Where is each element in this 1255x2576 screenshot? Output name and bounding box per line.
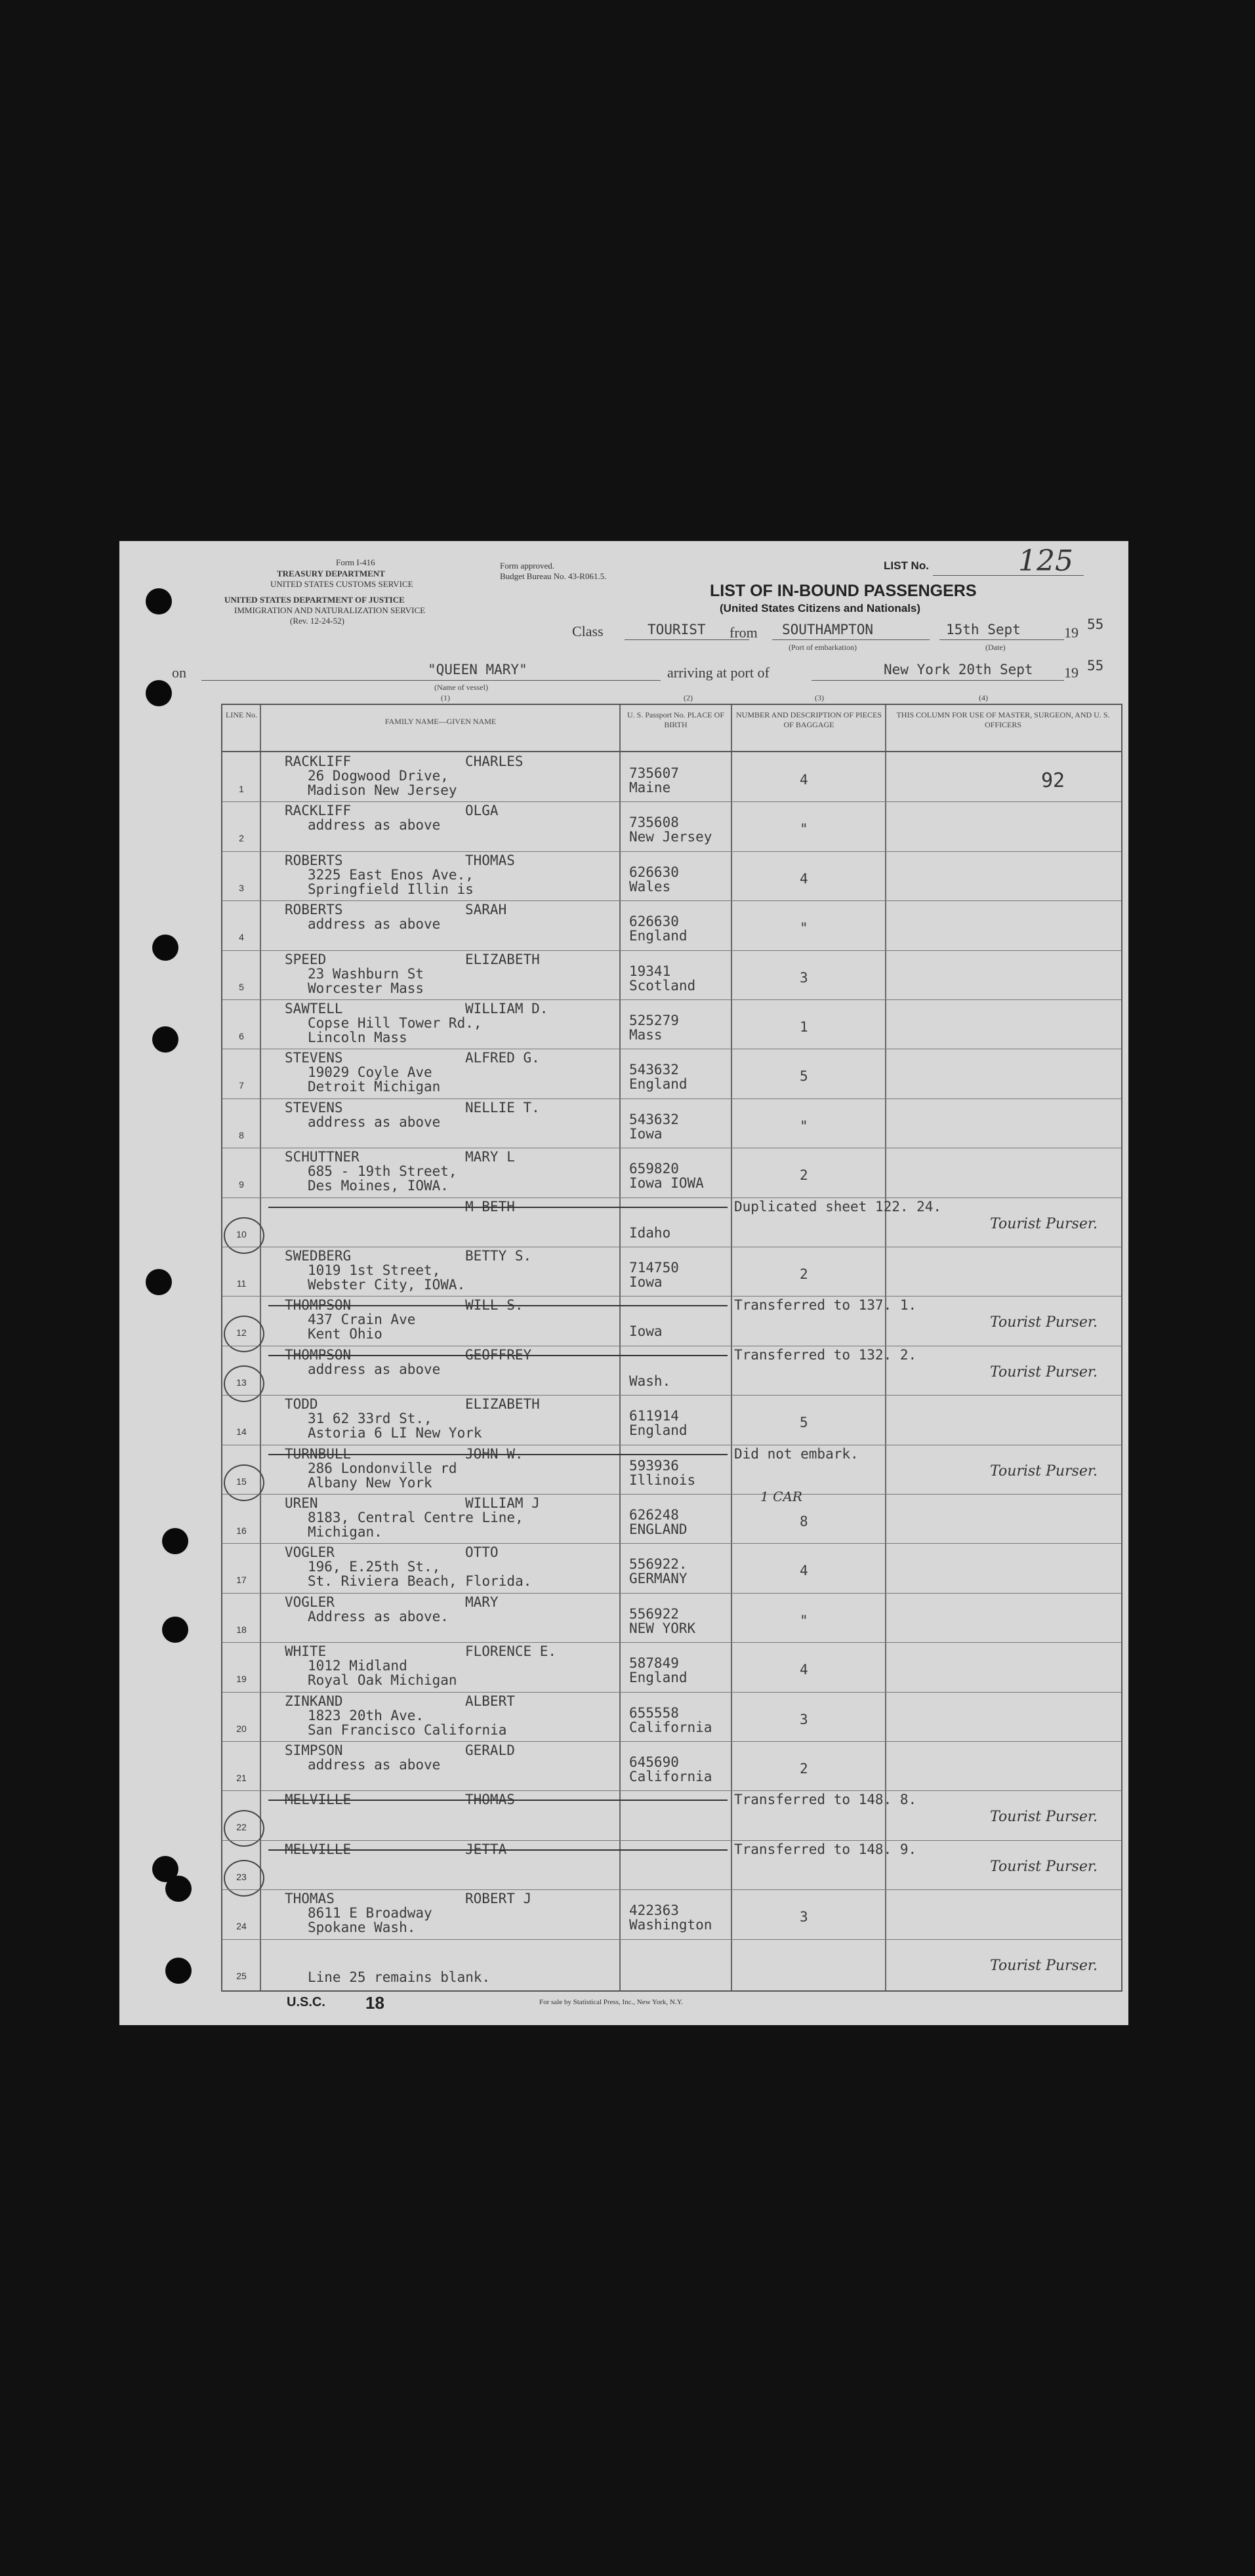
list-no-underline	[933, 575, 1084, 576]
col-header-name: FAMILY NAME—GIVEN NAME	[384, 717, 497, 726]
place-of-birth: NEW YORK	[629, 1620, 696, 1636]
baggage-count: 3	[800, 1711, 808, 1727]
address-line-1: 196, E.25th St.,	[308, 1559, 441, 1575]
address-line-2: Des Moines, IOWA.	[308, 1178, 449, 1194]
address-line-1: 8183, Central Centre Line,	[308, 1510, 524, 1525]
baggage-count: 4	[800, 1662, 808, 1678]
binder-hole	[152, 1026, 178, 1053]
row-rule	[222, 801, 1121, 802]
given-name: CHARLES	[465, 754, 524, 769]
purser-signature: Tourist Purser.	[990, 1363, 1098, 1380]
place-of-birth: Wales	[629, 878, 671, 895]
baggage-count: "	[800, 920, 808, 936]
family-name: UREN	[285, 1495, 318, 1511]
address-line-2: Webster City, IOWA.	[308, 1277, 466, 1293]
address-line-1: 23 Washburn St	[308, 965, 424, 982]
row-rule	[222, 1642, 1121, 1643]
col-header-line: LINE No.	[226, 710, 257, 719]
baggage-count: "	[800, 1612, 808, 1628]
family-name: ROBERTS	[285, 902, 343, 918]
col-header-baggage: NUMBER AND DESCRIPTION OF PIECES OF BAGGAGE	[735, 710, 882, 729]
family-name: THOMAS	[285, 1891, 335, 1907]
passport-number: 735608	[629, 815, 679, 831]
baggage-count: 2	[800, 1167, 808, 1184]
address-line-1: 437 Crain Ave	[308, 1312, 416, 1328]
passport-number: 525279	[629, 1013, 679, 1028]
line-number: 21	[236, 1773, 247, 1783]
given-name: ALFRED G.	[465, 1050, 540, 1066]
baggage-count: 4	[800, 1563, 808, 1579]
officer-note: Transferred to 132. 2.	[734, 1346, 917, 1363]
address-line-2: Astoria 6 LI New York	[308, 1425, 482, 1441]
row-rule	[222, 1790, 1121, 1791]
family-name: SCHUTTNER	[285, 1149, 360, 1165]
address-line-2: Kent Ohio	[308, 1326, 382, 1342]
address-line-2: Detroit Michigan	[308, 1079, 441, 1095]
port-caption: (Port of embarkation)	[789, 643, 857, 652]
from-label: from	[730, 624, 758, 641]
purser-signature: Tourist Purser.	[990, 1215, 1098, 1232]
form-title: LIST OF IN-BOUND PASSENGERS	[710, 582, 977, 600]
baggage-count: 2	[800, 1266, 808, 1282]
passport-number: 543632	[629, 1111, 679, 1127]
binder-hole	[165, 1876, 192, 1902]
col-caption-3: (3)	[815, 693, 824, 702]
year-prefix-1: 19	[1064, 624, 1079, 641]
footer-usc: U.S.C.	[287, 1995, 325, 2009]
officer-note: Duplicated sheet 122. 24.	[734, 1198, 942, 1215]
passport-number: 655558	[629, 1704, 679, 1721]
family-name: STEVENS	[285, 1050, 343, 1066]
given-name: JOHN W.	[465, 1445, 524, 1462]
line-number: 22	[236, 1822, 247, 1833]
given-name: ROBERT J	[465, 1891, 532, 1907]
footer-print: For sale by Statistical Press, Inc., New York, N.Y.	[539, 1998, 683, 2006]
family-name: RACKLIFF	[285, 803, 352, 819]
strike-line	[268, 1454, 728, 1455]
line-number: 12	[236, 1327, 247, 1338]
binder-hole	[152, 935, 178, 961]
column-divider	[260, 705, 261, 1990]
address-line-1: address as above	[308, 817, 441, 834]
embarkation-port: SOUTHAMPTON	[782, 622, 874, 637]
place-of-birth: Washington	[629, 1917, 712, 1933]
line-number: 14	[236, 1426, 247, 1438]
passenger-table	[221, 704, 1122, 1992]
address-line-2: Spokane Wash.	[308, 1920, 416, 1936]
header-rule	[222, 751, 1121, 752]
place-of-birth: Maine	[629, 780, 671, 795]
row-rule	[222, 1741, 1121, 1742]
place-of-birth: Iowa IOWA	[629, 1175, 704, 1192]
list-number: 125	[1018, 544, 1073, 578]
binder-hole	[146, 680, 172, 706]
given-name: JETTA	[465, 1841, 507, 1857]
family-name: VOGLER	[285, 1594, 335, 1610]
approved-label: Form approved.	[500, 561, 555, 571]
place-of-birth: Mass	[629, 1027, 663, 1043]
given-name: MARY L	[465, 1149, 515, 1165]
address-line-2: Lincoln Mass	[308, 1030, 407, 1045]
passport-number: 556922	[629, 1605, 679, 1622]
row-rule	[222, 1939, 1121, 1940]
line-number: 25	[236, 1970, 247, 1981]
family-name: ZINKAND	[285, 1693, 343, 1709]
line-number: 3	[239, 882, 244, 893]
given-name: ELIZABETH	[465, 951, 540, 967]
binder-hole	[146, 588, 172, 614]
address-line-1: Copse Hill Tower Rd.,	[308, 1015, 482, 1031]
col-header-passport: U. S. Passport No. PLACE OF BIRTH	[627, 710, 725, 729]
line-number: 6	[239, 1031, 244, 1041]
baggage-count: 3	[800, 1909, 808, 1925]
col-caption-4: (4)	[979, 693, 988, 702]
place-of-birth: England	[629, 1670, 688, 1686]
given-name: THOMAS	[465, 852, 515, 868]
family-name: TODD	[285, 1396, 318, 1413]
line-number: 20	[236, 1723, 247, 1734]
baggage-count: 5	[800, 1068, 808, 1085]
line-circle	[224, 1316, 264, 1352]
given-name: THOMAS	[465, 1792, 515, 1808]
address-line-1: address as above	[308, 1757, 441, 1773]
family-name: VOGLER	[285, 1544, 335, 1561]
row-rule	[222, 1197, 1121, 1198]
baggage-count: 4	[800, 870, 808, 887]
list-no-label: LIST No.	[884, 559, 929, 572]
family-name: STEVENS	[285, 1099, 343, 1116]
purser-signature: Tourist Purser.	[990, 1314, 1098, 1331]
given-name: GEOFFREY	[465, 1346, 532, 1363]
baggage-count: "	[800, 821, 808, 837]
baggage-count: 1	[800, 1019, 808, 1035]
address-line-2: San Francisco California	[308, 1721, 507, 1738]
officer-note: Transferred to 148. 9.	[734, 1841, 917, 1857]
budget-label: Budget Bureau No. 43-R061.5.	[500, 571, 607, 581]
row-rule	[222, 1840, 1121, 1841]
family-name: SWEDBERG	[285, 1248, 352, 1264]
line-number: 4	[239, 932, 244, 943]
officer-note: Transferred to 137. 1.	[734, 1297, 917, 1314]
line-circle	[224, 1860, 264, 1897]
place-of-birth: ENGLAND	[629, 1521, 688, 1537]
strike-line	[268, 1305, 728, 1306]
class-label: Class	[572, 623, 604, 639]
line-number: 11	[236, 1278, 247, 1289]
column-divider	[619, 705, 621, 1990]
given-name: BETTY S.	[465, 1248, 532, 1264]
row-rule	[222, 1494, 1121, 1495]
place-of-birth: Iowa	[629, 1323, 663, 1340]
line-number: 24	[236, 1921, 247, 1932]
ins-label: IMMIGRATION AND NATURALIZATION SERVICE	[234, 605, 426, 615]
line-number: 17	[236, 1575, 247, 1586]
family-name: ROBERTS	[285, 852, 343, 868]
family-name: THOMPSON	[285, 1297, 352, 1314]
on-label: on	[172, 664, 186, 681]
passport-number: 626248	[629, 1507, 679, 1523]
purser-signature: Tourist Purser.	[990, 1809, 1098, 1826]
line-number: 10	[236, 1228, 247, 1239]
row-rule	[222, 1692, 1121, 1693]
address-line-1: 1019 1st Street,	[308, 1262, 441, 1278]
strike-line	[268, 1800, 728, 1801]
address-line-2: St. Riviera Beach, Florida.	[308, 1573, 532, 1590]
embarkation-date: 15th Sept	[946, 622, 1021, 637]
purser-signature: Tourist Purser.	[990, 1462, 1098, 1479]
given-name: MARY	[465, 1594, 499, 1610]
row-rule	[222, 900, 1121, 901]
family-name: SAWTELL	[285, 1001, 343, 1016]
given-name: FLORENCE E.	[465, 1643, 557, 1660]
date-caption: (Date)	[985, 643, 1006, 652]
strike-line	[268, 1849, 728, 1851]
address-line-1: 19029 Coyle Ave	[308, 1064, 432, 1081]
place-of-birth: Idaho	[629, 1224, 671, 1241]
place-of-birth: Iowa	[629, 1125, 663, 1142]
rev-label: (Rev. 12-24-52)	[290, 616, 344, 626]
col-header-officers: THIS COLUMN FOR USE OF MASTER, SURGEON, AND U. S. OFFICERS	[896, 710, 1110, 729]
row-rule	[222, 1395, 1121, 1396]
family-name: SPEED	[285, 951, 327, 967]
line-circle	[224, 1810, 264, 1847]
vessel-underline	[201, 680, 661, 681]
vessel-name: "QUEEN MARY"	[428, 662, 527, 677]
line-number: 7	[239, 1080, 244, 1091]
place-of-birth: Scotland	[629, 977, 696, 994]
given-name: WILLIAM D.	[465, 1001, 548, 1016]
col-caption-2: (2)	[684, 693, 693, 702]
passport-number: 593936	[629, 1457, 679, 1474]
address-line-1: 3225 East Enos Ave.,	[308, 866, 474, 883]
line-number: 13	[236, 1377, 247, 1388]
purser-signature: Tourist Purser.	[990, 1858, 1098, 1875]
place-of-birth: England	[629, 1076, 688, 1093]
place-of-birth: England	[629, 928, 688, 944]
address-line-2: Albany New York	[308, 1474, 432, 1491]
officer-note: Did not embark.	[734, 1445, 859, 1462]
binder-hole	[162, 1528, 188, 1554]
row-rule	[222, 1098, 1121, 1099]
given-name: NELLIE T.	[465, 1099, 540, 1116]
line-number: 5	[239, 981, 244, 992]
line-circle	[224, 1464, 264, 1501]
address-line-1: 26 Dogwood Drive,	[308, 768, 449, 784]
year-prefix-2: 19	[1064, 664, 1079, 681]
address-line-1: address as above	[308, 1361, 441, 1377]
family-name: MELVILLE	[285, 1792, 352, 1808]
baggage-count: 4	[800, 772, 808, 788]
line-circle	[224, 1217, 264, 1254]
given-name: ELIZABETH	[465, 1396, 540, 1413]
address-line-1: Address as above.	[308, 1608, 449, 1624]
address-line-1: 685 - 19th Street,	[308, 1163, 457, 1180]
passport-number: 626630	[629, 914, 679, 930]
arrival-port-date: New York 20th Sept	[884, 662, 1033, 677]
family-name: SIMPSON	[285, 1742, 343, 1758]
place-of-birth: Iowa	[629, 1274, 663, 1290]
passport-number: 611914	[629, 1408, 679, 1424]
line-number: 2	[239, 833, 244, 844]
binder-hole	[165, 1958, 192, 1984]
place-of-birth: California	[629, 1719, 712, 1735]
place-of-birth: Wash.	[629, 1373, 671, 1389]
col-caption-1: (1)	[441, 693, 450, 702]
family-name: THOMPSON	[285, 1346, 352, 1363]
address-line-1: 286 Londonville rd	[308, 1460, 457, 1476]
officer-mark: 92	[1041, 769, 1065, 792]
address-line-2: Michigan.	[308, 1524, 382, 1540]
line-number: 16	[236, 1525, 247, 1536]
address-line-2: Springfield Illin is	[308, 881, 474, 897]
class-value: TOURIST	[648, 622, 706, 637]
passport-number: 556922.	[629, 1556, 688, 1573]
officer-note: Transferred to 148. 8.	[734, 1792, 917, 1808]
address-line-1: address as above	[308, 1114, 441, 1130]
binder-hole	[146, 1269, 172, 1295]
baggage-count: 8	[800, 1514, 808, 1529]
line-number: 23	[236, 1871, 247, 1882]
address-line-2: Worcester Mass	[308, 980, 424, 996]
baggage-count: 3	[800, 969, 808, 986]
address-line-1: 8611 E Broadway	[308, 1905, 432, 1922]
given-name: WILL S.	[465, 1297, 524, 1314]
row-rule	[222, 950, 1121, 951]
family-name: MELVILLE	[285, 1841, 352, 1857]
place-of-birth: England	[629, 1422, 688, 1439]
baggage-count: 5	[800, 1415, 808, 1431]
address-line-1: address as above	[308, 916, 441, 933]
arriving-label: arriving at port of	[667, 664, 770, 681]
arrival-underline	[812, 680, 1064, 681]
strike-line	[268, 1355, 728, 1356]
from-underline	[772, 639, 930, 640]
date-underline	[939, 639, 1064, 640]
purser-signature: Tourist Purser.	[990, 1957, 1098, 1974]
row-rule	[222, 851, 1121, 852]
year-1: 55	[1087, 616, 1104, 632]
place-of-birth: California	[629, 1769, 712, 1784]
passport-number: 19341	[629, 963, 671, 979]
manifest-page	[119, 541, 1128, 2025]
passport-number: 543632	[629, 1062, 679, 1078]
vessel-caption: (Name of vessel)	[434, 683, 488, 692]
passport-number: 645690	[629, 1754, 679, 1770]
given-name: ALBERT	[465, 1693, 515, 1709]
given-name: OLGA	[465, 803, 499, 819]
line-number: 9	[239, 1179, 244, 1190]
column-divider	[731, 705, 732, 1990]
line-number: 8	[239, 1129, 244, 1140]
line-number: 1	[239, 784, 244, 794]
given-name: M BETH	[465, 1198, 515, 1215]
form-number: Form I-416	[336, 557, 375, 567]
address-line-2: Madison New Jersey	[308, 782, 457, 798]
given-name: OTTO	[465, 1544, 499, 1561]
customs-label: UNITED STATES CUSTOMS SERVICE	[270, 579, 413, 589]
row-rule	[222, 1543, 1121, 1544]
given-name: GERALD	[465, 1742, 515, 1758]
line-number: 15	[236, 1476, 247, 1487]
year-2: 55	[1087, 658, 1104, 674]
row-rule	[222, 1889, 1121, 1890]
passport-number: 626630	[629, 864, 679, 880]
passport-number: 735607	[629, 765, 679, 781]
address-line-2: Line 25 remains blank.	[308, 1969, 491, 1985]
line-circle	[224, 1365, 264, 1402]
footer-number: 18	[365, 1993, 384, 2013]
line-number: 18	[236, 1624, 247, 1635]
passport-number: 714750	[629, 1260, 679, 1276]
passport-number: 422363	[629, 1902, 679, 1919]
passport-number: 587849	[629, 1655, 679, 1672]
given-name: WILLIAM J	[465, 1495, 540, 1511]
form-subtitle: (United States Citizens and Nationals)	[720, 602, 921, 614]
passport-number: 659820	[629, 1161, 679, 1177]
address-line-1: 31 62 33rd St.,	[308, 1411, 432, 1427]
treasury-label: TREASURY DEPARTMENT	[277, 569, 385, 578]
address-line-2: Royal Oak Michigan	[308, 1672, 457, 1689]
baggage-count: "	[800, 1117, 808, 1134]
baggage-note: 1 CAR	[760, 1489, 802, 1504]
binder-hole	[162, 1617, 188, 1643]
address-line-1: 1823 20th Ave.	[308, 1707, 424, 1723]
line-number: 19	[236, 1674, 247, 1685]
given-name: SARAH	[465, 902, 507, 918]
family-name: WHITE	[285, 1643, 327, 1660]
baggage-count: 2	[800, 1761, 808, 1777]
strike-line	[268, 1207, 728, 1208]
row-rule	[222, 1593, 1121, 1594]
place-of-birth: New Jersey	[629, 829, 712, 845]
family-name: RACKLIFF	[285, 754, 352, 769]
address-line-1: 1012 Midland	[308, 1658, 407, 1674]
row-rule	[222, 999, 1121, 1000]
place-of-birth: Illinois	[629, 1472, 696, 1488]
family-name: TURNBULL	[285, 1445, 352, 1462]
place-of-birth: GERMANY	[629, 1571, 688, 1587]
row-rule	[222, 1296, 1121, 1297]
justice-label: UNITED STATES DEPARTMENT OF JUSTICE	[224, 595, 405, 605]
